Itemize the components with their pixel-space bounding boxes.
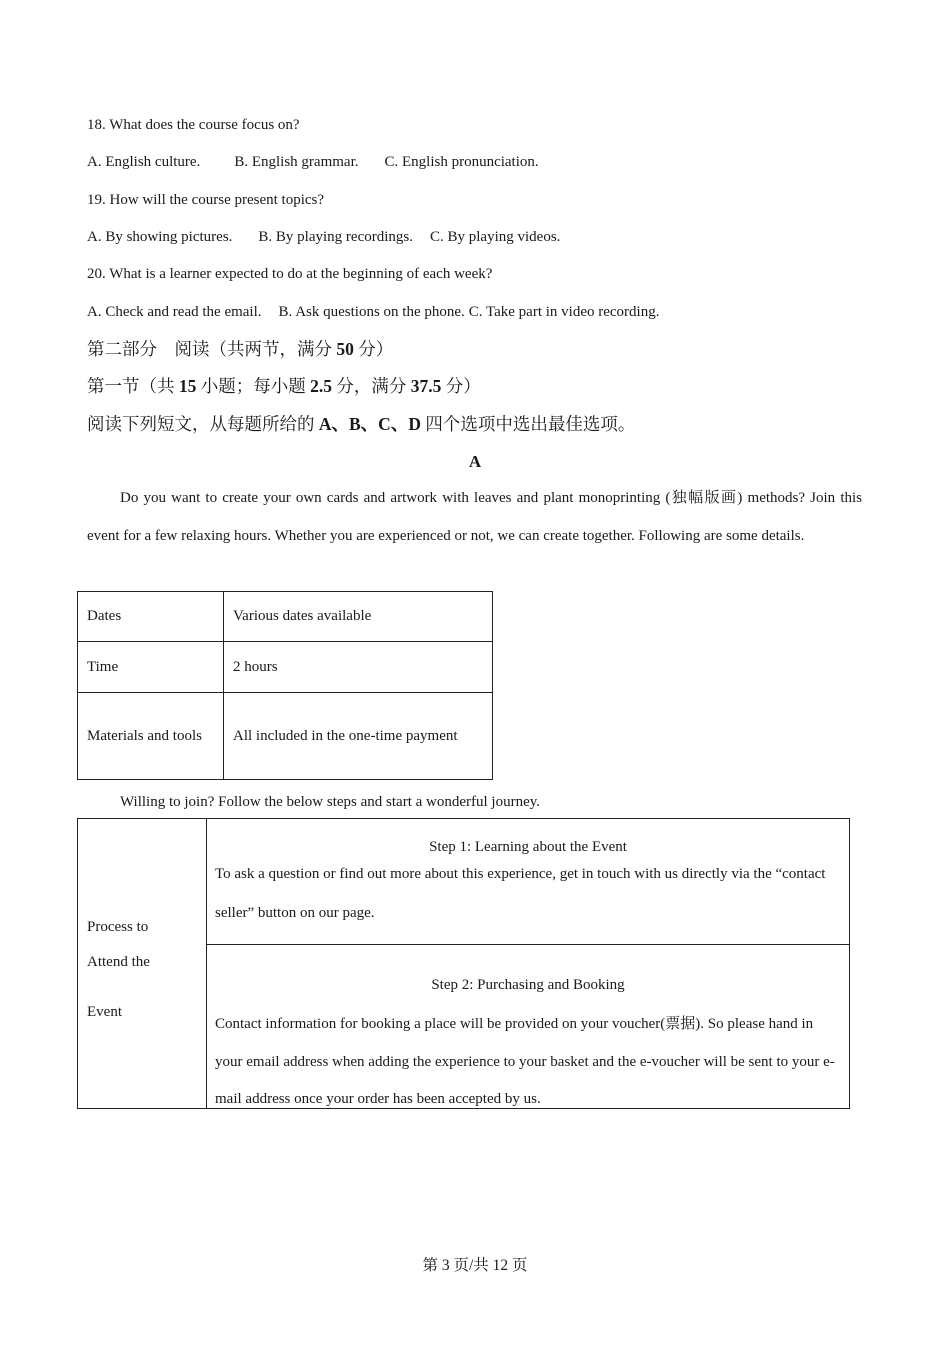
process-label-cell [78, 819, 207, 1109]
table-cell-value: All included in the one-time payment [224, 693, 493, 780]
option-c: C. English pronunciation. [384, 154, 539, 170]
table-row [78, 642, 493, 693]
table-row [78, 819, 850, 945]
question-18-options [87, 152, 539, 172]
table-cell-key: Materials and tools [78, 693, 224, 780]
option-b: B. Ask questions on the phone. [278, 304, 465, 320]
step-body: Contact information for booking a place will be provided on your voucher(票据). So please hand in your email address when adding the experience to your basket and the e-voucher will be sent to your e-mail address once your order has been accepted by us. [215, 1016, 835, 1107]
steps-table [77, 818, 850, 1109]
process-label-line: Event [87, 1003, 122, 1020]
passage-intro: Do you want to create your own cards and artwork with leaves and plant monoprinting (独幅版画) methods? Join this event for a few relaxing hours. Whether you are experienced or not, we can create together. Following are some details. [87, 490, 862, 544]
section-title: 第一节（共 15 小题；每小题 2.5 分，满分 37.5 分） [87, 376, 481, 396]
table-row [78, 592, 493, 642]
instructions: 阅读下列短文，从每题所给的 A、B、C、D 四个选项中选出最佳选项。 [87, 414, 636, 434]
option-c: C. Take part in video recording. [468, 304, 660, 320]
table-cell-key: Dates [78, 592, 224, 642]
option-a: A. By showing pictures. [87, 229, 233, 245]
step-2-cell [207, 945, 850, 1109]
process-label-line: Attend the [87, 953, 150, 970]
question-19-stem: 19. How will the course present topics? [87, 192, 325, 208]
option-b: B. English grammar. [234, 154, 359, 170]
question-20-options [87, 302, 659, 322]
passage-label: A [468, 452, 482, 471]
step-title: Step 2: Purchasing and Booking [431, 977, 625, 993]
process-label-line: Process to [87, 918, 149, 935]
question-20-stem: 20. What is a learner expected to do at the beginning of each week? [87, 266, 493, 282]
option-b: B. By playing recordings. [258, 229, 413, 245]
page-footer: 第 3 页/共 12 页 [422, 1257, 528, 1274]
table-row [78, 693, 493, 780]
join-line: Willing to join? Follow the below steps and start a wonderful journey. [120, 794, 541, 810]
question-19-options [87, 227, 560, 247]
part-title: 第二部分 阅读（共两节，满分 50 分） [87, 339, 394, 359]
info-table [77, 591, 493, 780]
option-a: A. English culture. [87, 154, 201, 170]
table-cell-key: Time [78, 642, 224, 693]
table-cell-value: Various dates available [224, 592, 493, 642]
step-body: To ask a question or find out more about this experience, get in touch with us directly via the “contact seller” button on our page. [215, 866, 826, 921]
step-title: Step 1: Learning about the Event [429, 839, 627, 855]
table-cell-value: 2 hours [224, 642, 493, 693]
step-1-cell [207, 819, 850, 945]
option-c: C. By playing videos. [430, 229, 561, 245]
option-a: A. Check and read the email. [87, 304, 262, 320]
question-18-stem: 18. What does the course focus on? [87, 117, 300, 133]
